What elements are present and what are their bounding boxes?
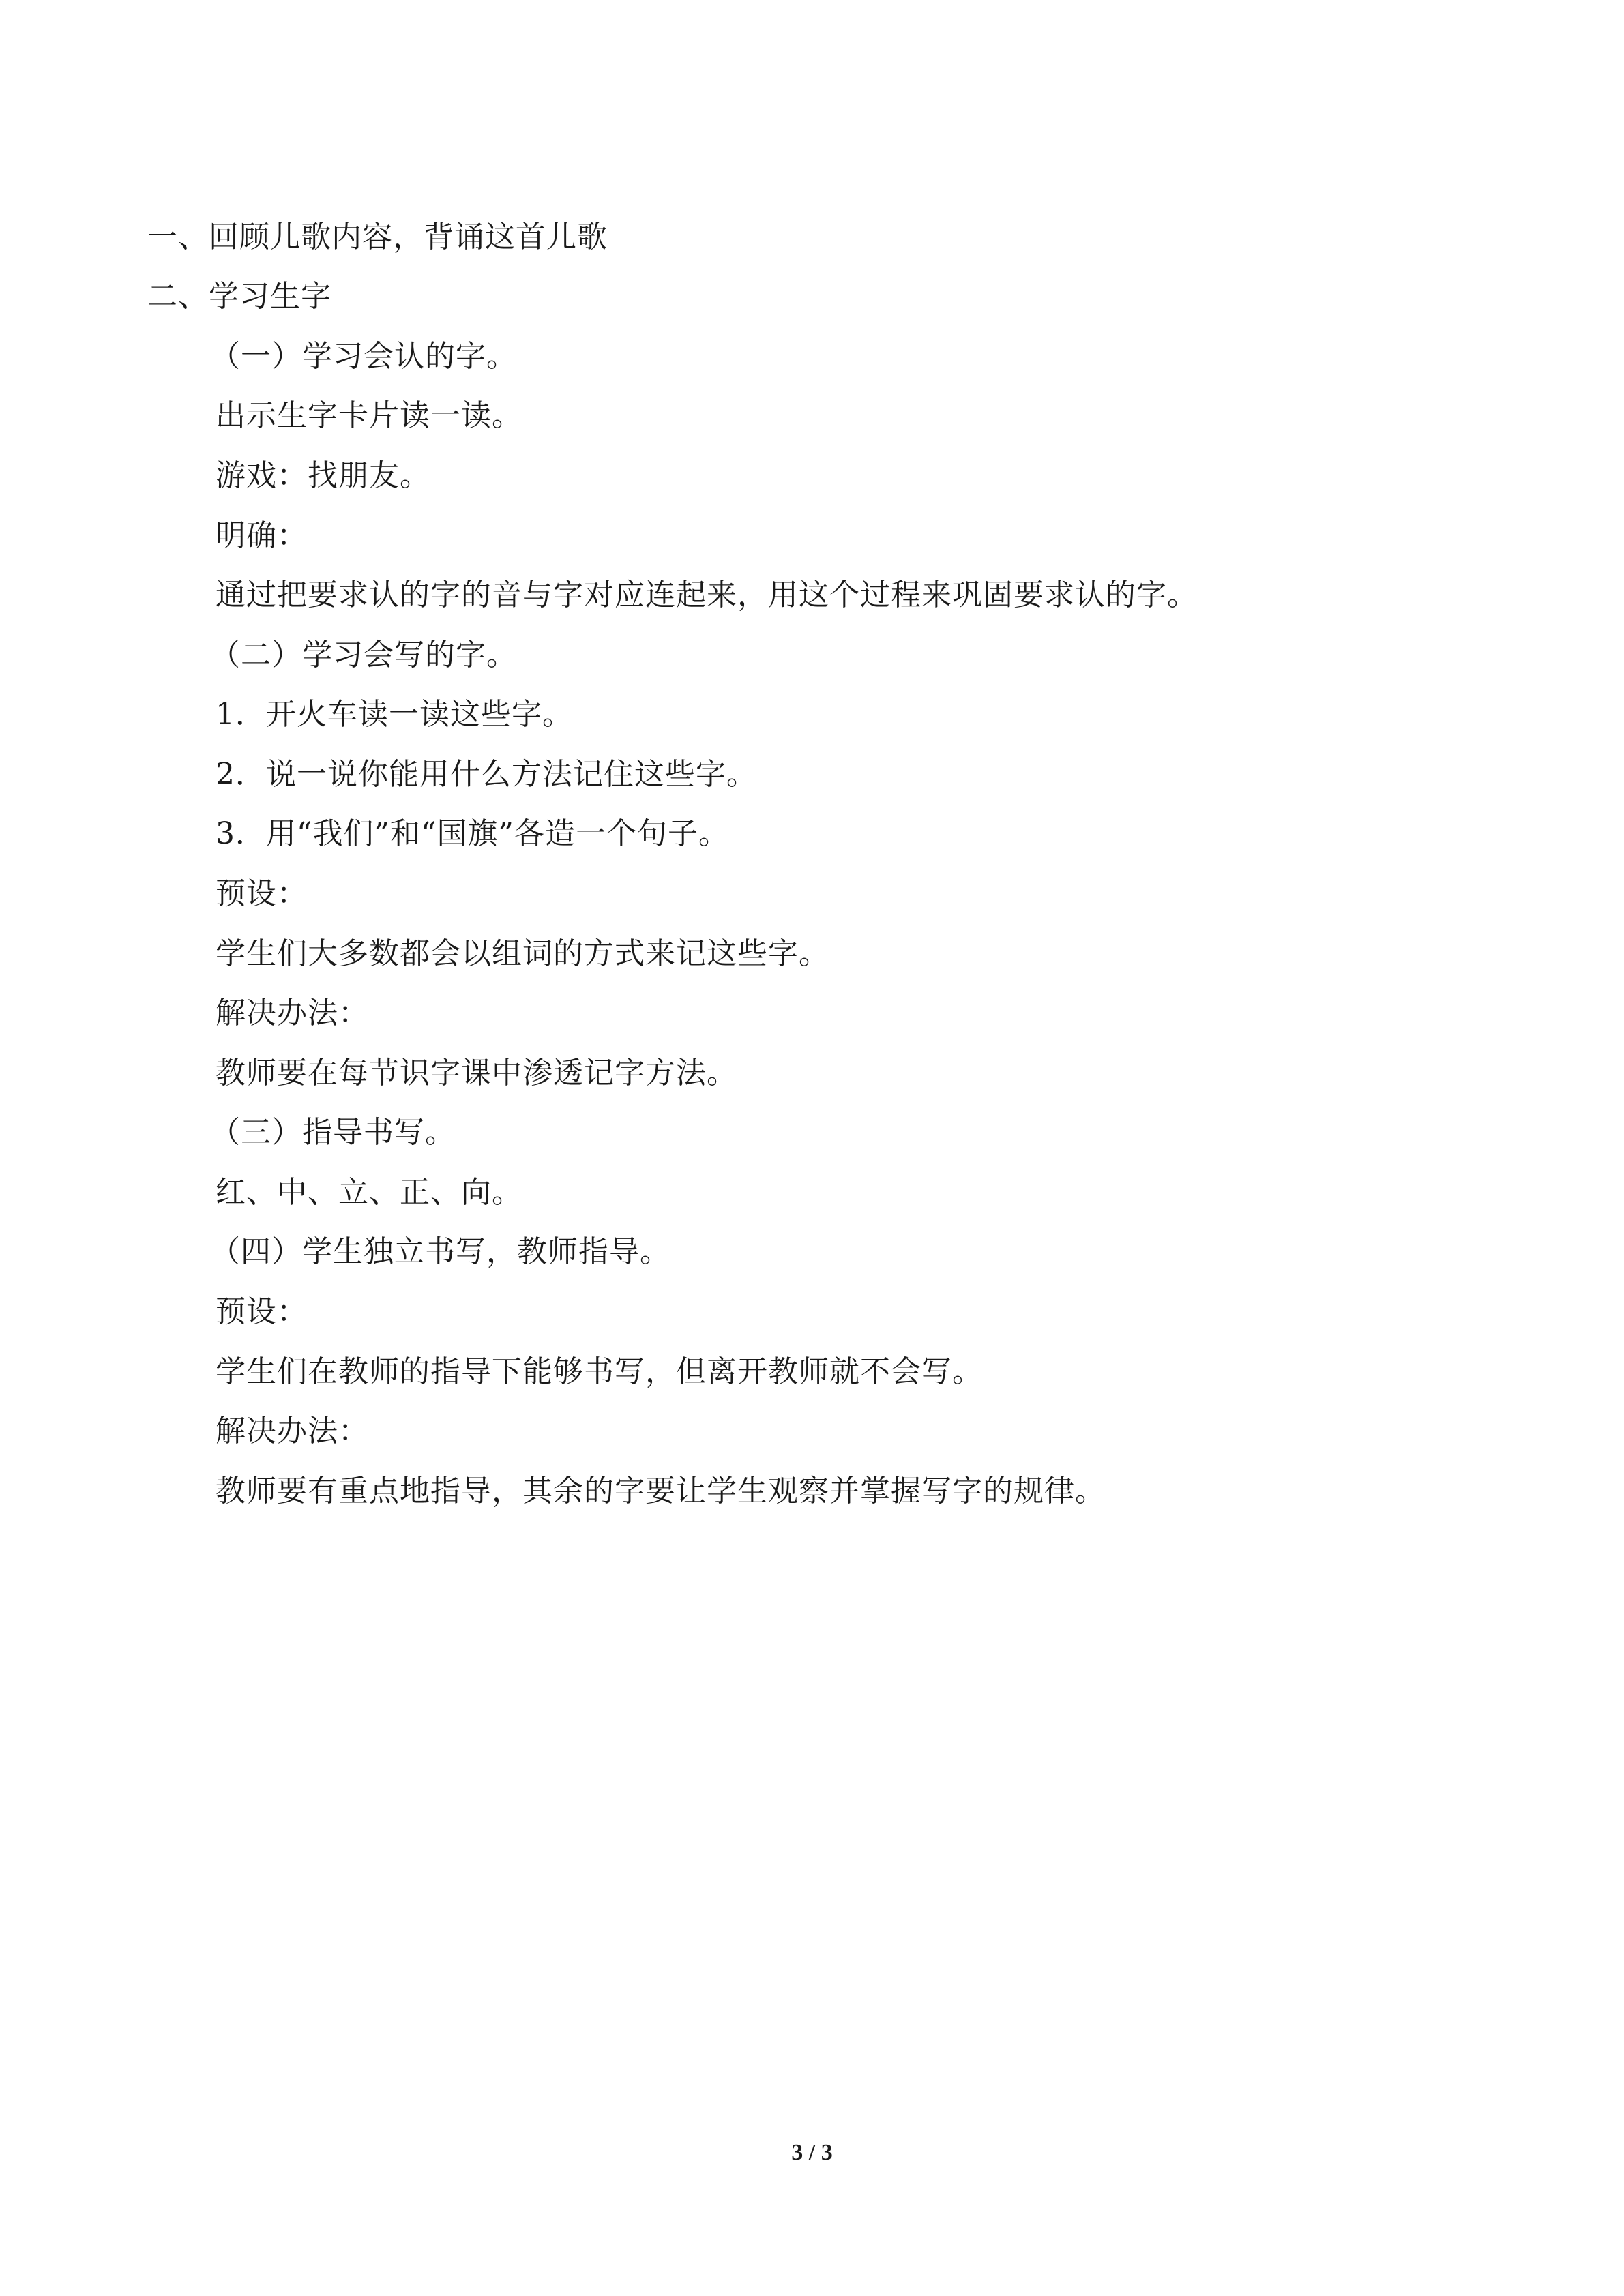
numbered-item: 2．说一说你能用什么方法记住这些字。 [216,757,757,792]
paragraph-line: 教师要在每节识字课中渗透记字方法。 [216,1056,737,1090]
numbered-item: 1．开火车读一读这些字。 [216,697,573,732]
paragraph-line: 出示生字卡片读一读。 [216,398,522,433]
subheading-write-characters: （二）学习会写的字。 [210,638,517,672]
paragraph-line: 明确： [216,518,308,553]
page-number: 3 / 3 [791,2140,833,2165]
paragraph-line: 教师要有重点地指导，其余的字要让学生观察并掌握写字的规律。 [216,1474,1106,1508]
section-heading-review: 一、回顾儿歌内容，背诵这首儿歌 [147,220,608,254]
paragraph-line: 预设： [216,876,308,911]
section-heading-learn-characters: 二、学习生字 [147,279,331,314]
paragraph-line: 红、中、立、正、向。 [216,1175,522,1210]
paragraph-line: 预设： [216,1294,308,1329]
paragraph-line: 学生们在教师的指导下能够书写，但离开教师就不会写。 [216,1354,983,1389]
paragraph-line: 解决办法： [216,1414,369,1448]
subheading-guided-writing: （三）指导书写。 [210,1115,456,1150]
numbered-item: 3．用“我们”和“国旗”各造一个句子。 [216,816,729,851]
subheading-recognize-characters: （一）学习会认的字。 [210,339,517,374]
paragraph-line: 通过把要求认的字的音与字对应连起来，用这个过程来巩固要求认的字。 [216,578,1198,612]
subheading-independent-writing: （四）学生独立书写，教师指导。 [210,1234,670,1269]
paragraph-line: 游戏：找朋友。 [216,458,430,493]
paragraph-line: 解决办法： [216,996,369,1030]
paragraph-line: 学生们大多数都会以组词的方式来记这些字。 [216,936,829,971]
